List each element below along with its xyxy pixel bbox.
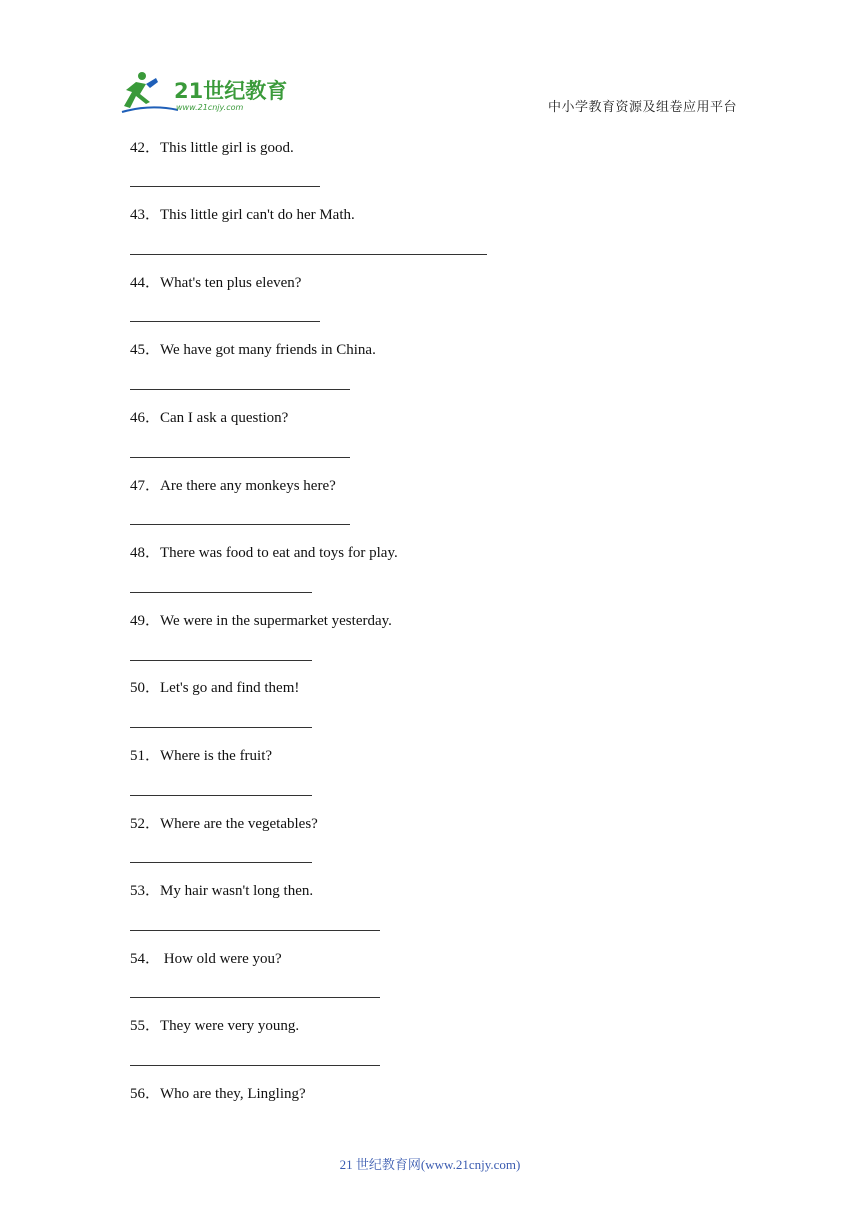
question-number: 48． [130,545,161,561]
question-number: 43． [130,207,161,223]
question-text: We were in the supermarket yesterday. [160,613,392,629]
question-51 [130,747,272,765]
logo-sub-text: www.21cnjy.com [176,103,244,112]
question-text: Can I ask a question? [160,410,289,426]
question-text: Where are the vegetables? [160,816,318,832]
runner-icon [122,72,178,112]
question-text: There was food to eat and toys for play. [160,545,398,561]
question-number: 47． [130,478,161,494]
question-number: 56． [130,1086,161,1102]
page-header [0,0,860,130]
question-44 [130,274,301,292]
header-slogan: 中小学教育资源及组卷应用平台 [548,100,738,115]
question-number: 53． [130,883,161,899]
question-number: 42． [130,140,161,156]
question-text: They were very young. [160,1018,300,1034]
question-number: 52． [130,816,161,832]
question-text: Let's go and find them! [160,680,300,696]
answer-line-44[interactable] [130,321,320,322]
question-number: 46． [130,410,161,426]
answer-line-52[interactable] [130,862,312,863]
answer-line-42[interactable] [130,186,320,187]
question-42 [130,139,294,157]
question-text: What's ten plus eleven? [160,275,302,291]
question-number: 54． [130,951,161,967]
question-text: This little girl can't do her Math. [160,207,355,223]
answer-line-53[interactable] [130,930,380,931]
question-number: 50． [130,680,161,696]
question-number: 51． [130,748,161,764]
answer-line-47[interactable] [130,524,350,525]
question-text: We have got many friends in China. [160,342,376,358]
question-47 [130,477,336,495]
question-50 [130,679,299,697]
question-text: How old were you? [160,951,282,967]
answer-line-50[interactable] [130,727,312,728]
question-text: This little girl is good. [160,140,294,156]
answer-line-54[interactable] [130,997,380,998]
question-text: Are there any monkeys here? [160,478,336,494]
answer-line-45[interactable] [130,389,350,390]
question-53 [130,882,313,900]
question-number: 44． [130,275,161,291]
answer-line-55[interactable] [130,1065,380,1066]
question-text: Who are they, Lingling? [160,1086,306,1102]
answer-line-46[interactable] [130,457,350,458]
question-45 [130,341,376,359]
question-55 [130,1017,299,1035]
question-text: My hair wasn't long then. [160,883,314,899]
answer-line-51[interactable] [130,795,312,796]
site-logo [120,68,290,116]
question-text: Where is the fruit? [160,748,273,764]
question-48 [130,544,398,562]
question-49 [130,612,392,630]
answer-line-43[interactable] [130,254,487,255]
logo-main-text: 21世纪教育 [174,79,288,103]
question-number: 49． [130,613,161,629]
answer-line-49[interactable] [130,660,312,661]
page-footer: 21 世纪教育网(www.21cnjy.com) [339,1157,521,1172]
question-54 [130,950,282,968]
question-number: 55． [130,1018,161,1034]
question-46 [130,409,288,427]
question-52 [130,815,318,833]
answer-line-48[interactable] [130,592,312,593]
question-56 [130,1085,306,1103]
question-43 [130,206,355,224]
question-number: 45． [130,342,161,358]
